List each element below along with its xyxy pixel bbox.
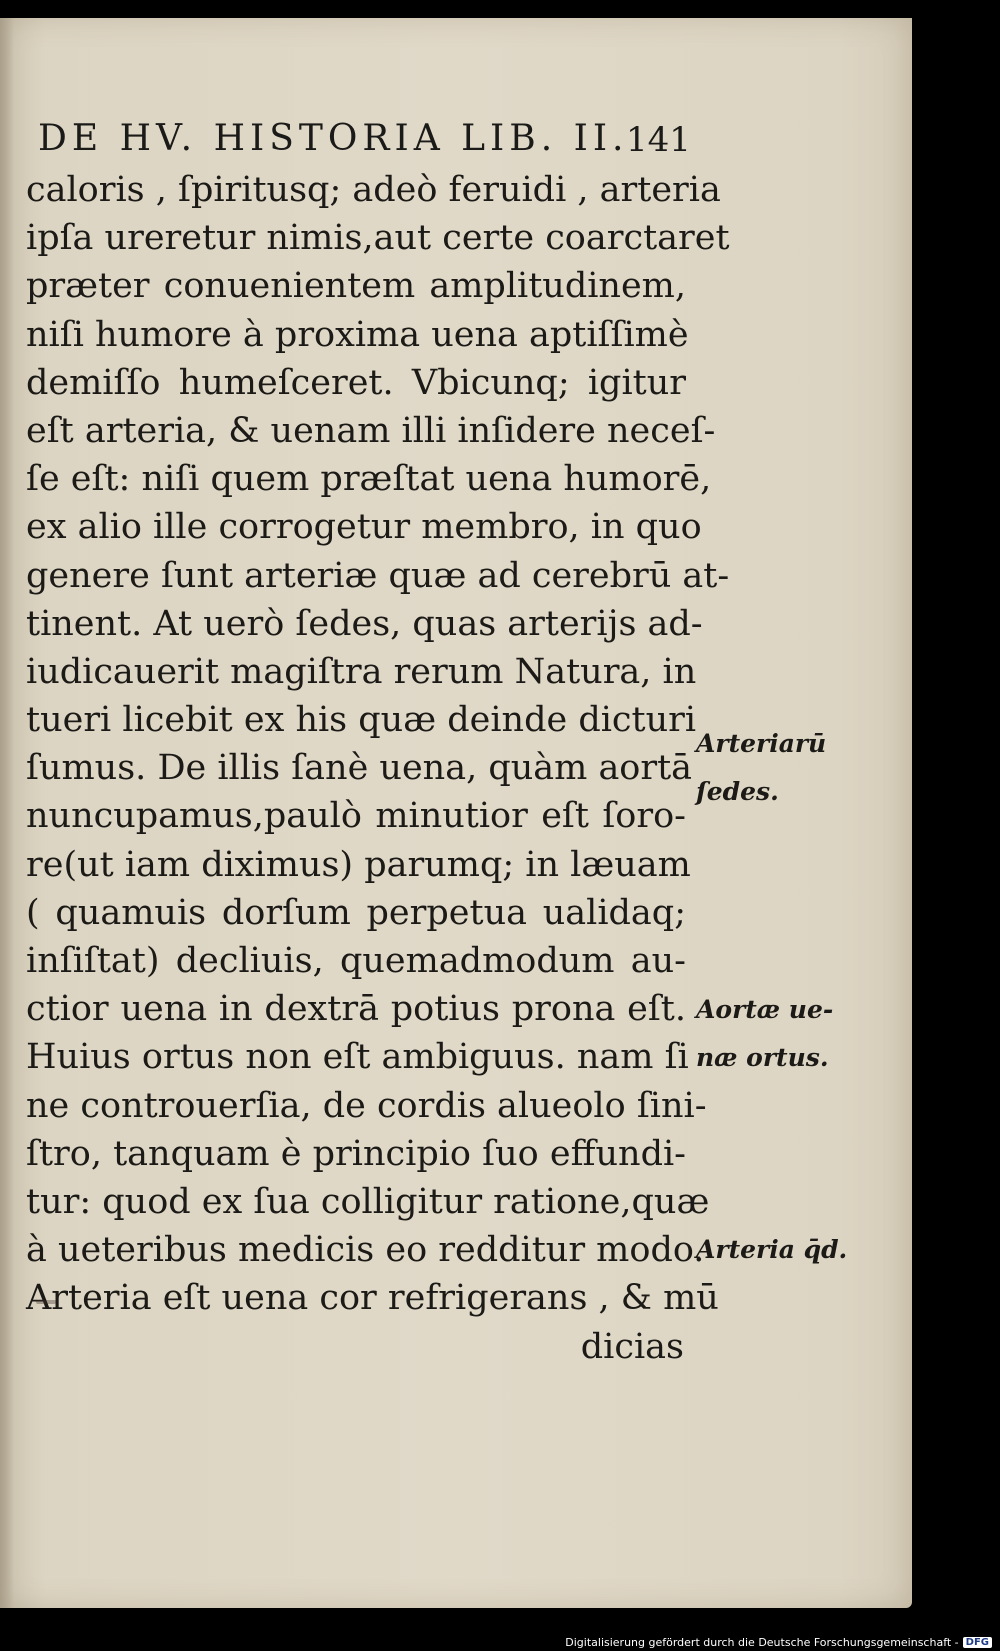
text-line: ipſa ureretur nimis,aut certe coarctaret — [26, 218, 730, 259]
page-number: 141 — [626, 120, 691, 160]
text-line: ſtro, tanquam è principio ſuo effundi- — [26, 1133, 686, 1174]
digitization-footer — [565, 1636, 992, 1649]
text-line: caloris , ſpiritusq; adeò feruidi , arteria — [26, 170, 721, 210]
text-line: tur: quod ex ſua colligitur ratione,quæ — [26, 1181, 710, 1222]
text-line: Huius ortus non eſt ambiguus. nam ſi — [26, 1037, 689, 1078]
text-line: præter conuenientem amplitudinem, — [26, 266, 686, 307]
text-line: à ueteribus medicis eo redditur modo. — [26, 1230, 705, 1271]
ink-smudge — [36, 1300, 56, 1304]
margin-note-line: næ ortus. — [696, 1043, 829, 1072]
margin-note-line: Arteria q̄d. — [696, 1235, 848, 1264]
text-line: tinent. At uerò ſedes, quas arterijs ad- — [26, 603, 703, 644]
text-line: ex alio ille corrogetur membro, in quo — [26, 507, 702, 548]
running-head — [38, 118, 678, 159]
page-gutter-shadow — [0, 18, 14, 1608]
margin-note-line: ſedes. — [696, 777, 779, 806]
footer-credit: Digitalisierung gefördert durch die Deutsche Forschungsgemeinschaft - — [565, 1636, 959, 1649]
margin-note-arteriarum-sedes — [696, 720, 826, 816]
margin-note-line: Arteriarū — [696, 729, 827, 758]
catchword: dicias — [580, 1326, 684, 1367]
text-line: ne controuerſia, de cordis alueolo ſini- — [26, 1085, 707, 1126]
text-line: Arteria eſt uena cor refrigerans , & mū — [26, 1278, 719, 1319]
text-line: demiſſo humeſceret. Vbicunq; igitur — [26, 362, 686, 403]
text-line: tueri licebit ex his quæ deinde dicturi — [26, 700, 697, 741]
text-line: niſi humore à proxima uena aptiſſimè — [26, 314, 689, 355]
text-line: ctior uena in dextrā potius prona eſt. — [26, 989, 686, 1030]
margin-note-arteria-quid — [696, 1226, 847, 1274]
text-line: nuncupamus,paulò minutior eſt ſoro- — [26, 796, 686, 837]
text-line: re(ut iam diximus) parumq; in læuam — [26, 844, 691, 885]
margin-note-aortae-ortus — [696, 986, 833, 1082]
text-line: ſe eſt: niſi quem præſtat uena humorē, — [26, 459, 712, 500]
text-line: ſumus. De illis ſanè uena, quàm aortā — [26, 748, 693, 789]
body-text — [26, 166, 730, 1371]
text-line: genere ſunt arteriæ quæ ad cerebrū at- — [26, 555, 730, 596]
margin-note-line: Aortæ ue- — [696, 995, 834, 1024]
text-line: ( quamuis dorſum perpetua ualidaq; — [26, 892, 686, 933]
dfg-logo-icon: DFG — [963, 1637, 992, 1648]
text-line: eſt arteria, & uenam illi inſidere neceſ- — [26, 410, 716, 451]
text-line: inſiſtat) decliuis, quemadmodum au- — [26, 941, 686, 981]
text-line: iudicauerit magiſtra rerum Natura, in — [26, 651, 697, 692]
running-title: DE HV. HISTORIA LIB. II. — [38, 118, 629, 159]
